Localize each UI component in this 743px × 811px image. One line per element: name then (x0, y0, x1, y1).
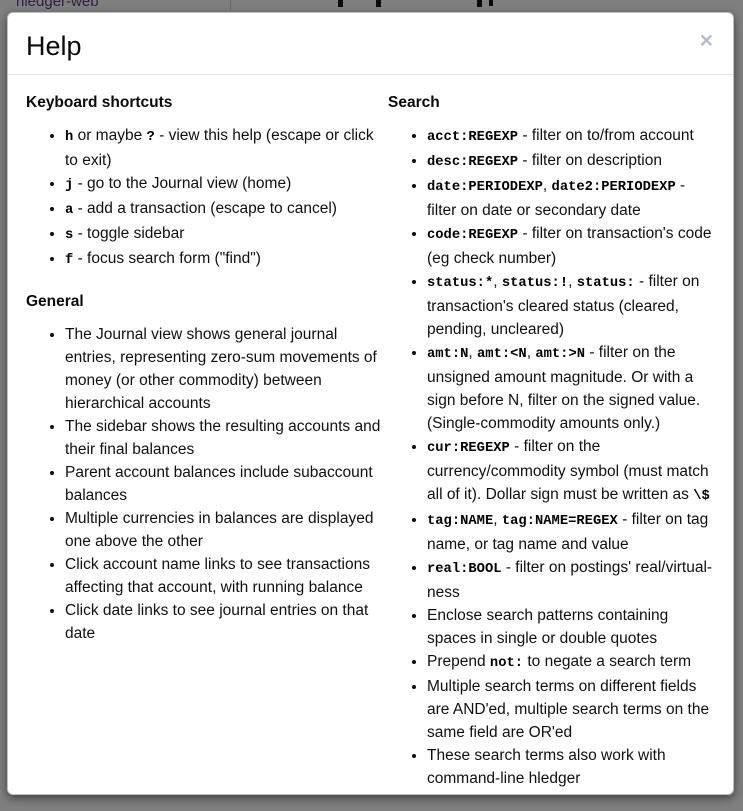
list-item: • tag:NAME, tag:NAME=REGEX - filter on tag name, or tag name and value (427, 508, 715, 556)
query-code: amt:>N (535, 347, 586, 362)
query-code: j (65, 178, 74, 193)
list-item: • The Journal view shows general journal entries, representing zero-sum movements of money (or other commodity) between hierarchical accounts (65, 323, 388, 415)
list-item: • desc:REGEXP - filter on description (427, 149, 715, 174)
list-item: • Parent account balances include subaccount balances (65, 461, 388, 507)
query-code: tag:NAME (427, 514, 494, 529)
list-item: • Click date links to see journal entries on that date (65, 599, 388, 645)
list-item: • cur:REGEXP - filter on the currency/commodity symbol (must match all of it). Dollar sign must be written as \$ (427, 435, 715, 508)
query-code: desc:REGEXP (427, 155, 519, 170)
help-list (26, 124, 388, 272)
query-code: real:BOOL (427, 562, 502, 577)
help-column-left (26, 91, 388, 795)
list-item: • date:PERIODEXP, date2:PERIODEXP - filter on date or secondary date (427, 174, 715, 222)
query-code: h (65, 130, 74, 145)
query-code: code:REGEXP (427, 228, 519, 243)
section-heading: General (26, 293, 84, 310)
query-code: amt:N (427, 347, 469, 362)
list-item: • These search terms also work with command-line hledger (427, 744, 715, 790)
list-item: • real:BOOL - filter on postings' real/virtual-ness (427, 556, 715, 604)
section-heading: Search (388, 94, 440, 111)
list-item: • Click account name links to see transactions affecting that account, with running balance (65, 553, 388, 599)
list-item: • Multiple search terms on different fields are AND'ed, multiple search terms on the same field are OR'ed (427, 675, 715, 744)
section-heading: Keyboard shortcuts (26, 94, 173, 111)
list-item: • s - toggle sidebar (65, 222, 388, 247)
query-code: s (65, 228, 74, 243)
query-code: status:! (501, 276, 569, 291)
help-list (388, 124, 715, 790)
query-code: date:PERIODEXP (427, 180, 543, 195)
list-item: • Prepend not: to negate a search term (427, 650, 715, 675)
list-item: • code:REGEXP - filter on transaction's code (eg check number) (427, 222, 715, 270)
help-list (26, 323, 388, 645)
query-code: status:* (427, 276, 494, 291)
query-code: status: (576, 276, 635, 291)
query-code: f (65, 253, 74, 268)
help-modal (7, 12, 734, 795)
query-code: a (65, 203, 74, 218)
query-code: acct:REGEXP (427, 130, 519, 145)
modal-body (8, 75, 733, 795)
list-item: • a - add a transaction (escape to cancel) (65, 197, 388, 222)
list-item: • h or maybe ? - view this help (escape or click to exit) (65, 124, 388, 172)
query-code: amt:<N (477, 347, 527, 362)
modal-header (8, 13, 733, 75)
query-code: ? (146, 130, 155, 145)
list-item: • amt:N, amt:<N, amt:>N - filter on the unsigned amount magnitude. Or with a sign before N, filter on the signed value. (Single-commodity amounts only.) (427, 341, 715, 435)
help-column-right (388, 91, 715, 795)
modal-title: Help (26, 31, 82, 61)
list-item: • Multiple currencies in balances are displayed one above the other (65, 507, 388, 553)
list-item: • j - go to the Journal view (home) (65, 172, 388, 197)
close-icon[interactable]: × (699, 27, 713, 53)
query-code: not: (489, 656, 524, 671)
query-code: tag:NAME=REGEX (501, 514, 618, 529)
query-code: date2:PERIODEXP (551, 180, 676, 195)
query-code: cur:REGEXP (427, 441, 510, 456)
query-code: \$ (693, 489, 710, 504)
list-item: • acct:REGEXP - filter on to/from account (427, 124, 715, 149)
list-item: • status:*, status:!, status: - filter on transaction's cleared status (cleared, pending, uncleared) (427, 270, 715, 341)
list-item: • f - focus search form ("find") (65, 247, 388, 272)
list-item: • Enclose search patterns containing spaces in single or double quotes (427, 604, 715, 650)
list-item: • The sidebar shows the resulting accounts and their final balances (65, 415, 388, 461)
